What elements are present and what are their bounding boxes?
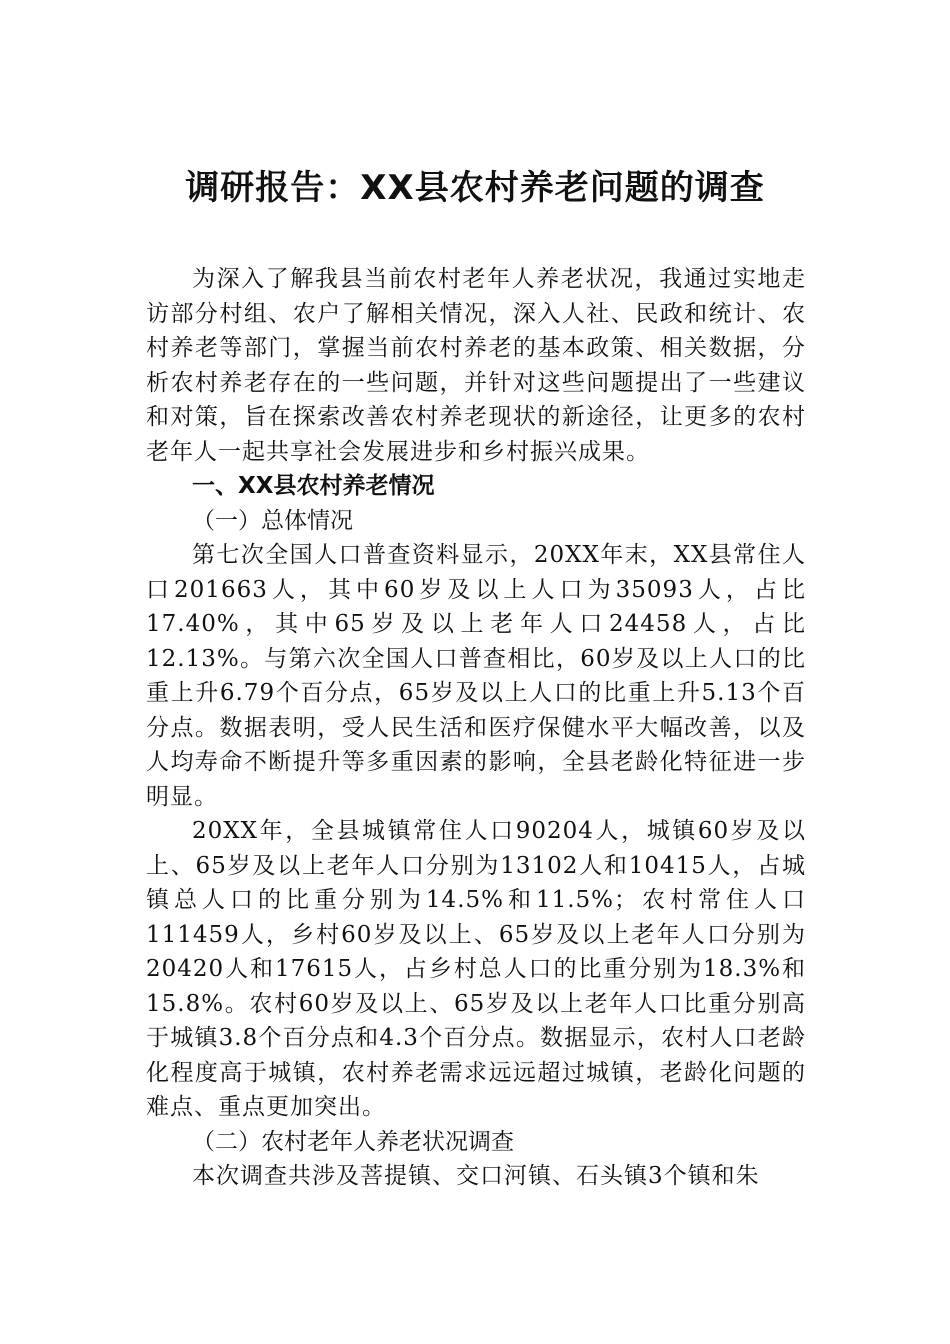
subsection-heading-1: （一）总体情况 (192, 507, 353, 534)
subsection-heading-2: （二）农村老年人养老状况调查 (192, 1128, 514, 1155)
intro-paragraph: 为深入了解我县当前农村老年人养老状况，我通过实地走访部分村组、农户了解相关情况，深入人社、民政和统计、农村养老等部门，掌握当前农村养老的基本政策、相关数据，分析农村养老存在的一些问题，并针对这些问题提出了一些建议和对策，旨在探索改善农村养老现状的新途径，让更多的农村老年人一起共享社会发展进步和乡村振兴成果。 (146, 266, 806, 465)
urban-rural-paragraph: 20XX年，全县城镇常住人口90204人，城镇60岁及以上、65岁及以上老年人口分别为13102人和10415人，占城镇总人口的比重分别为14.5%和11.5%；农村常住人口111459人，乡村60岁及以上、65岁及以上老年人口分别为20420人和17615人，占乡村总人口的比重分别为18.3%和15.8%。农村60岁及以上、65岁及以上老年人口比重分别高于城镇3.8个百分点和4.3个百分点。数据显示，农村人口老龄化程度高于城镇，农村养老需求远远超过城镇，老龄化问题的难点、重点更加突出。 (146, 818, 806, 1120)
document-body (146, 262, 806, 1194)
document-title: 调研报告：XX县农村养老问题的调查 (185, 168, 765, 208)
section-heading-1: 一、XX县农村养老情况 (192, 473, 435, 499)
survey-paragraph: 本次调查共涉及菩提镇、交口河镇、石头镇3个镇和朱 (192, 1163, 760, 1189)
census-paragraph: 第七次全国人口普查资料显示，20XX年末，XX县常住人口201663人，其中60岁及以上人口为35093人，占比17.40%，其中65岁及以上老年人口24458人，占比12.13%。与第六次全国人口普查相比，60岁及以上人口的比重上升6.79个百分点，65岁及以上人口的比重上升5.13个百分点。数据表明，受人民生活和医疗保健水平大幅改善，以及人均寿命不断提升等多重因素的影响，全县老龄化特征进一步明显。 (146, 542, 806, 810)
